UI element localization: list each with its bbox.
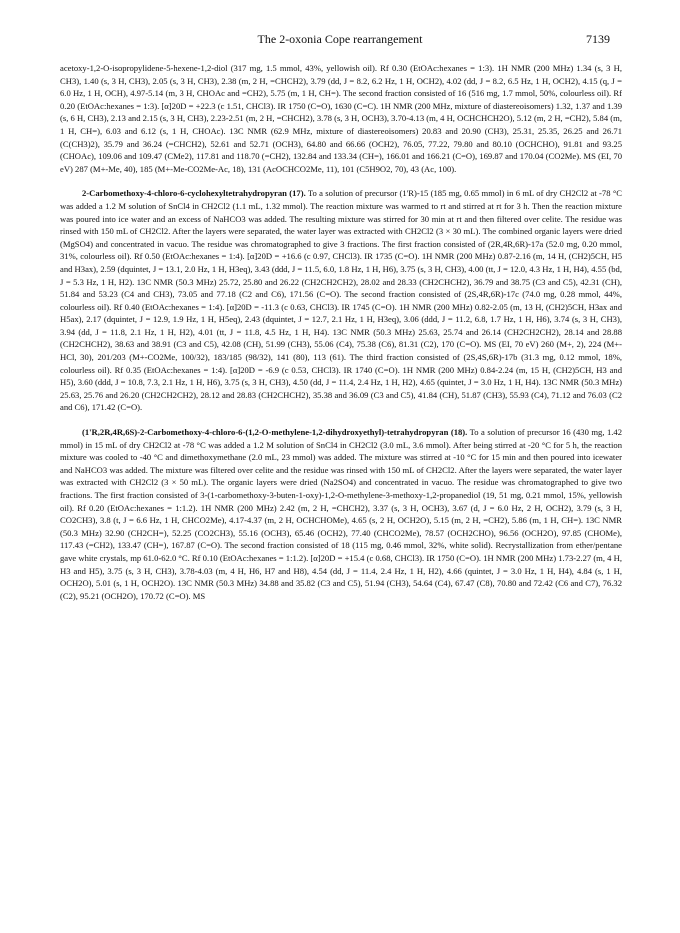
paragraph-text: To a solution of precursor 16 (430 mg, 1.42 mmol) in 15 mL of dry CH2Cl2 at -78 °C was added a 1.2 M solution of SnCl4 in CH2Cl2 (3.0 mL, 3.6 mmol). After being stirred at -20 °C for 5 h, the reaction mixture was cooled to -40 °C and dimethoxymethane (2.0 mL, 23 mmol) was added. The mixture was stirred at -10 °C for 15 min and then poured into icewater and NaHCO3 was added. The mixture was filtered over celite and the residue was rinsed with 150 mL of CH2Cl2. After the layers were separated, the water layer was extracted with CH2Cl2 (3 × 50 mL). The organic layers were dried (Na2SO4) and concentrated in vacuo. The residue was chromatographed to give two fractions. The first fraction consisted of 3-(1-carbomethoxy-3-buten-1-oxy)-1,2-O-methylene-3-methoxy-1,2-propanediol (19, 51 mg, 0.21 mmol, 15%, yellowish oil). Rf 0.20 (EtOAc:hexanes = 1:1.2). 1H NMR (200 MHz) 2.42 (m, 2 H, =CHCH2), 3.37 (s, 3 H, OCH3), 3.67 (d, J = 6.0 Hz, 2 H, OCH2), 3.79 (s, 3 H, CO2CH3), 3.8 (t, J = 6.6 Hz, 1 H, CHCO2Me), 4.17-4.37 (m, 2 H, OCHCHOMe), 4.65 (s, 2 H, OCH2O), 5.15 (m, 2 H, =CH2), 5.86 (m, 1 H, CH=). 13C NMR (50.3 MHz) 32.90 (CH2CH=), 52.25 (CO2CH3), 55.16 (OCH3), 65.46 (OCH2), 77.40 (CHCO2Me), 78.57 (OCH2CHO), 96.56 (OCH2O), 97.85 (CHOMe), 117.43 (=CH2), 133.47 (CH=), 167.87 (C=O). The second fraction consisted of 18 (115 mg, 0.46 mmol, 32%, white solid). Recrystallization from ether/pentane gave white crystals, mp 61.0-62.0 °C. Rf 0.10 (EtOAc:hexanes = 1:1.2). [α]20D = +15.4 (c 0.68, CHCl3). IR 1750 (C=O). 1H NMR (200 MHz) 1.73-2.27 (m, 4 H, H3 and H5), 3.75 (s, 3 H, CH3), 3.78-4.03 (m, 4 H, H6, H7 and H8), 4.54 (dd, J = 11.4, 2.4 Hz, 1 H, H2), 4.66 (quintet, J = 3.0 Hz, 1 H, H4), 4.84 (s, 1 H, OCH2O), 5.01 (s, 1 H, OCH2O). 13C NMR (50.3 MHz) 34.88 and 35.82 (C3 and C5), 51.94 (CH3), 54.64 (C4), 67.47 (C8), 70.80 and 72.42 (C6 and C7), 76.32 (C2), 95.21 (OCH2O), 170.72 (C=O). MS (60, 427, 622, 601)
running-title: The 2-oxonia Cope rearrangement (257, 32, 423, 46)
paragraph-compound-16 (60, 62, 622, 175)
compound-heading: (1'R,2R,4R,6S)-2-Carbomethoxy-4-chloro-6-(1,2-O-methylene-1,2-dihydroxyethyl)-tetrahydropyran (18). (82, 427, 468, 438)
compound-heading: 2-Carbomethoxy-4-chloro-6-cyclohexyltetrahydropyran (17). (82, 188, 306, 199)
paragraph-text: To a solution of precursor (1'R)-15 (185 mg, 0.65 mmol) in 6 mL of dry CH2Cl2 at -78 °C was added a 1.2 M solution of SnCl4 in CH2Cl2 (1.1 mL, 1.32 mmol). The reaction mixture was warmed to rt and stirred at rt for 3 h. Then the reaction mixture was poured into ice water and an excess of NaHCO3 was added. The resulting mixture was stirred for 30 min at rt and then filtered over celite. The residue was rinsed with 150 mL of CH2Cl2. After the layers were separated, the water layer was extracted with CH2Cl2 (3 × 30 mL). The combined organic layers were dried (MgSO4) and concentrated in vacuo. The residue was chromatographed to give 3 fractions. The first fraction consisted of (2R,4R,6R)-17a (52.0 mg, 0.20 mmol, 31%, colourless oil). Rf 0.50 (EtOAc:hexanes = 1:4). [α]20D = +16.6 (c 0.97, CHCl3). IR 1735 (C=O). 1H NMR (200 MHz) 0.87-2.16 (m, 14 H, (CH2)5CH, H5 and H3ax), 2.59 (dquintet, J = 13.1, 2.0 Hz, 1 H, H3eq), 3.43 (ddd, J = 11.5, 6.0, 1.8 Hz, 1 H, H6), 3.75 (s, 3 H, CH3), 4.00 (tt, J = 12.0, 4.3 Hz, 1 H, H4), 4.55 (bd, J = 5.3 Hz, 1 H, H2). 13C NMR (50.3 MHz) 25.72, 25.80 and 26.22 (CH2CH2CH2), 28.02 and 28.33 (CH2CHCH2), 36.79 and 38.75 (C3 and C5), 42.31 (CH), 51.84 and 53.23 (C4 and CH3), 73.05 and 77.18 (C2 and C6), 171.56 (C=O). The second fraction consisted of (2S,4R,6R)-17c (74.0 mg, 0.28 mmol, 44%, colourless oil). Rf 0.40 (EtOAc:hexanes = 1:4). [α]20D = -11.3 (c 0.63, CHCl3). IR 1745 (C=O). 1H NMR (200 MHz) 0.82-2.05 (m, 13 H, (CH2)5CH, H3ax and H5ax), 2.17 (dquintet, J = 12.9, 1.9 Hz, 1 H, H5eq), 2.43 (dquintet, J = 12.7, 2.1 Hz, 1 H, H3eq), 3.06 (ddd, J = 11.2, 6.8, 1.7 Hz, 1 H, H6), 3.74 (s, 3 H, CH3), 3.94 (dd, J = 11.8, 2.1 Hz, 1 H, H2), 4.01 (tt, J = 11.8, 4.5 Hz, 1 H, H4). 13C NMR (50.3 MHz) 25.63, 25.74 and 26.14 (CH2CH2CH2), 28.14 and 28.88 (CH2CHCH2), 38.63 and 38.91 (C3 and C5), 42.08 (CH), 51.99 (CH3), 55.06 (C4), 75.38 (C6), 81.31 (C2), 170 (C=O). MS (EI, 70 eV) 260 (M+, 2), 224 (M+-HCl, 30), 201/203 (M+-CO2Me, 100/32), 183/185 (98/32), 141 (80), 113 (61). The third fraction consisted of (2S,4S,6R)-17b (31.3 mg, 0.12 mmol, 18%, colourless oil). Rf 0.35 (EtOAc:hexanes = 1:4). [α]20D = -6.9 (c 0.53, CHCl3). IR 1740 (C=O). 1H NMR (200 MHz) 0.84-2.24 (m, 15 H, (CH2)5CH, H3 and H5), 3.60 (ddd, J = 10.8, 7.3, 2.1 Hz, 1 H, H6), 3.75 (s, 3 H, CH3), 4.50 (dd, J = 11.4, 2.4 Hz, 1 H, H2), 4.65 (quintet, J = 3.0 Hz, 1 H, H4). 13C NMR (50.3 MHz) 25.63, 25.76 and 26.20 (CH2CH2CH2), 28.12 and 28.83 (CH2CHCH2), 35.38 and 36.09 (C3 and C5), 41.84 (CH), 51.87 (CH3), 55.93 (C4), 71.12 and 76.03 (C2 and C6), 171.42 (C=O). (60, 188, 622, 413)
paragraph-compound-17 (60, 187, 622, 414)
page-header (0, 32, 680, 50)
paragraph-text: acetoxy-1,2-O-isopropylidene-5-hexene-1,2-diol (317 mg, 1.5 mmol, 43%, yellowish oil). Rf 0.30 (EtOAc:hexanes = 1:3). 1H NMR (200 MHz) 1.34 (s, 3 H, CH3), 1.40 (s, 3 H, CH3), 2.05 (s, 3 H, CH3), 2.38 (m, 2 H, =CHCH2), 3.79 (dd, J = 8.2, 6.2 Hz, 1 H, OCH2), 4.02 (dd, J = 8.2, 6.5 Hz, 1 H, OCH2), 4.15 (q, J = 6.0 Hz, 1 H, OCH), 4.97-5.14 (m, 3 H, CHOAc and =CH2), 5.75 (m, 1 H, CH=). The second fraction consisted of 16 (516 mg, 1.7 mmol, 50%, colourless oil). Rf 0.20 (EtOAc:hexanes = 1:3). [α]20D = +22.3 (c 1.51, CHCl3). IR 1750 (C=O), 1630 (C=C). 1H NMR (200 MHz, mixture of diastereoisomers) 1.32, 1.37 and 1.39 (s, 6 H, CH3), 2.13 and 2.15 (s, 3 H, CH3), 2.23-2.51 (m, 2 H, =CHCH2), 3.78 (s, 3 H, OCH3), 3.70-4.13 (m, 4 H, OCHCHCH2O), 5.12 (m, 2 H, =CH2), 5.84 (m, 1 H, CH=), 6.03 and 6.12 (s, 1 H, CHOAc). 13C NMR (62.9 MHz, mixture of diastereoisomers) 20.83 and 20.90 (CH3), 25.31, 25.35, 26.25 and 26.71 (C(CH3)2), 35.79 and 36.24 (=CHCH2), 52.61 and 52.71 (OCH3), 64.80 and 66.66 (OCH2), 76.05, 77.22, 79.80 and 80.10 (OCHCHO), 91.81 and 93.25 (CHOAc), 109.06 and 109.47 (CMe2), 117.81 and 118.70 (=CH2), 132.84 and 133.34 (CH=), 166.01 and 166.21 (C=O), 169.87 and 170.04 (CO2Me). MS (EI, 70 eV) 287 (M+-Me, 40), 185 (M+-Me-CO2Me-Ac, 18), 131 (AcOCHCO2Me, 11), 101 (C5H9O2, 70), 43 (Ac, 100). (60, 63, 622, 174)
article-body (60, 62, 622, 602)
paragraph-compound-18 (60, 426, 622, 602)
page-number: 7139 (586, 32, 610, 46)
